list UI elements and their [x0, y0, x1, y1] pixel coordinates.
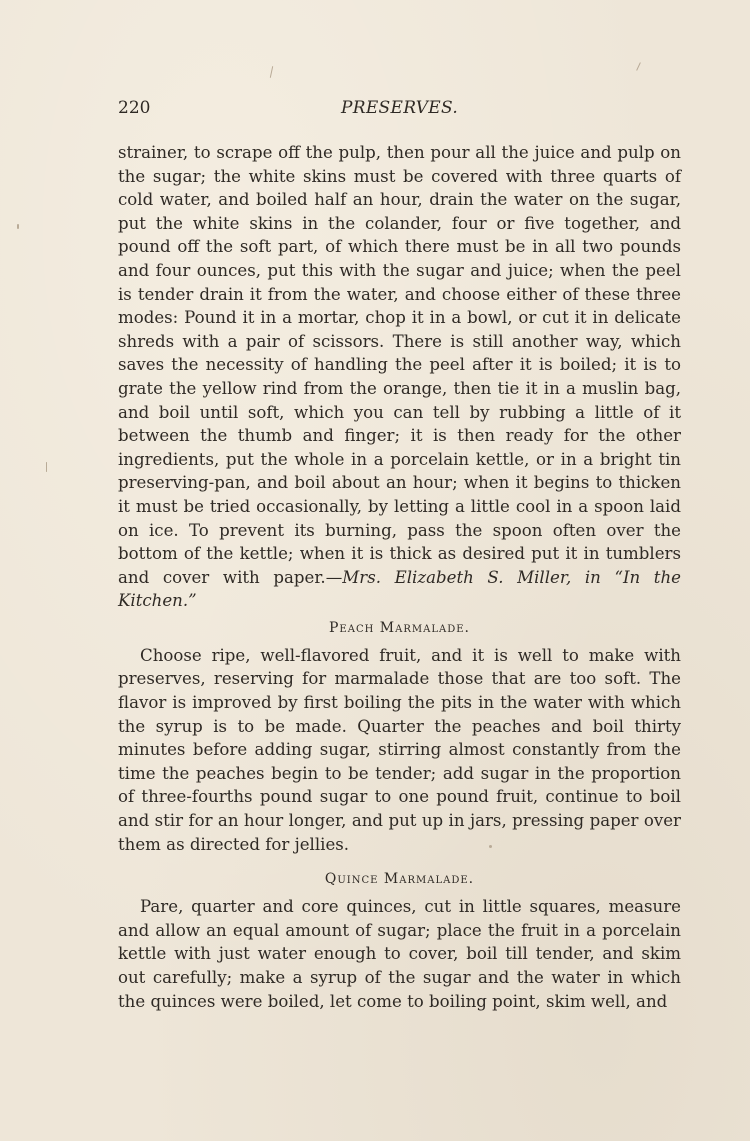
paragraph-quince-marmalade: Pare, quarter and core quinces, cut in little squares, measure and allow an equal amount of sugar; place the fruit in a porcelain kettle with just water enough to cover, boil till tender, and skim out carefully; make a syrup of the sugar and the water in which the quinces were boiled, let come to boiling point, skim well, and: [118, 897, 681, 1011]
page-number: 220: [118, 98, 151, 118]
section-heading-quince-marmalade: Quince Marmalade.: [324, 871, 475, 888]
paragraph-continuation: [118, 141, 681, 613]
paper-mark: [270, 66, 273, 78]
paragraph-peach-marmalade: Choose ripe, well-flavored fruit, and it is well to make with preserves, reserving for marmalade those that are too soft. The flavor is improved by first boiling the pits in the water with which the syrup is to be made. Quarter the peaches and boil thirty minutes before adding sugar, stirring almost constantly from the time the peaches begin to be tender; add sugar in the proportion of three-fourths pound sugar to one pound fruit, continue to boil and stir for an hour longer, and put up in jars, pressing paper over them as directed for jellies.: [118, 645, 681, 854]
attribution: Mrs. Elizabeth S. Miller, in “In the Kitchen.”: [118, 567, 681, 611]
page-header: [118, 98, 683, 126]
section-heading-peach-marmalade: Peach Marmalade.: [329, 619, 470, 636]
running-head: PRESERVES.: [341, 98, 459, 118]
section-spacer: [118, 856, 681, 864]
paragraph-text: strainer, to scrape off the pulp, then pour all the juice and pulp on the sugar; the white skins must be covered with three quarts of cold water, and boiled half an hour, drain the water on the sugar, put the white skins in the colander, four or five together, and pound off the soft part, of which there must be in all two pounds and four ounces, put this with the sugar and juice; when the peel is tender drain it from the water, and choose either of these three modes: Pound it in a mortar, chop it in a bowl, or cut it in delicate shreds with a pair of scissors. There is still another way, which saves the necessity of handling the peel after it is boiled; it is to grate the yellow rind from the orange, then tie it in a muslin bag, and boil until soft, which you can tell by rubbing a little of it between the thumb and finger; it is then ready for the other ingredients, put the whole in a porcelain kettle, or in a bright tin preserving-pan, and boil about an hour; when it begins to thicken it must be tried occasionally, by letting a little cool in a spoon laid on ice. To prevent its burning, pass the spoon often over the bottom of the kettle; when it is thick as desired put it in tumblers and cover with paper.—: [118, 143, 681, 587]
paper-mark: [17, 224, 19, 229]
paper-mark: [636, 62, 641, 71]
paper-mark: [46, 462, 47, 472]
page-body: [118, 141, 681, 1013]
